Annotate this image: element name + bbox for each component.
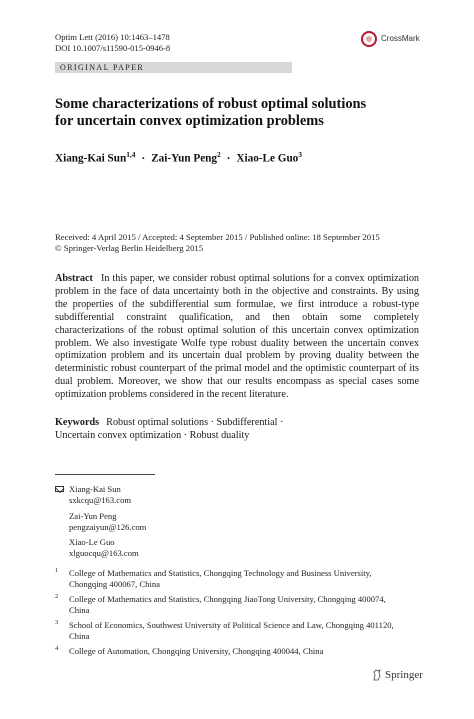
contact-name: Zai-Yun Peng xyxy=(69,511,117,521)
paper-title xyxy=(55,96,425,130)
keywords-label: Keywords xyxy=(55,417,100,428)
author-name: Xiang-Kai Sun xyxy=(55,152,127,165)
copyright-notice: © Springer-Verlag Berlin Heidelberg 2015 xyxy=(55,243,204,254)
affiliation-number: 3 xyxy=(55,619,59,626)
author-affiliation-ref: 2 xyxy=(216,150,221,159)
springer-horse-icon xyxy=(372,669,382,681)
abstract-text: In this paper, we consider robust optimal solutions for a convex optimization problem in the face of data uncertainty both in the objective and constraints. By using the properties of the subdifferential sum formulae, we first introduce a robust-type subdifferential constraint qualification, and then obtain some completely characterizations of the robust optimal solution of this uncertain convex optimization problem. We also investigate Wolfe type robust duality between the uncertain convex optimization problem and its uncertain dual problem by proving duality between the deterministic robust counterpart of the primal model and the optimistic counterpart of its dual problem. Moreover, we show that our results encompass as special cases some optimization problems considered in the recent literature. xyxy=(55,273,420,401)
keywords-line: Robust optimal solutions · Subdifferential · xyxy=(106,417,284,428)
affiliation xyxy=(55,568,425,592)
envelope-icon xyxy=(55,486,64,492)
keywords-line: Uncertain convex optimization · Robust duality xyxy=(55,429,250,441)
abstract xyxy=(55,273,419,402)
contact-name: Xiao-Le Guo xyxy=(69,537,115,547)
contact-entry xyxy=(69,484,131,506)
footnote-divider xyxy=(55,474,155,475)
contact-entry xyxy=(69,511,146,533)
affiliation-number: 2 xyxy=(55,593,59,600)
contact-email[interactable]: xlguocqu@163.com xyxy=(69,548,139,558)
affiliation-line: College of Automation, Chongqing University, Chongqing 400044, China xyxy=(69,646,324,656)
publication-history xyxy=(55,232,425,254)
crossmark-icon xyxy=(361,31,377,47)
journal-citation-block xyxy=(55,32,170,54)
author-affiliation-ref: 3 xyxy=(298,150,302,159)
publisher-logo xyxy=(372,669,432,685)
abstract-label: Abstract xyxy=(55,273,93,284)
affiliation-number: 4 xyxy=(55,645,59,652)
contact-block xyxy=(55,484,355,564)
affiliation-line: China xyxy=(69,631,90,641)
contact-name: Xiang-Kai Sun xyxy=(69,484,121,494)
author-separator: · xyxy=(226,152,231,165)
history-dates: Received: 4 April 2015 / Accepted: 4 September 2015 / Published online: 18 September 2015 xyxy=(55,232,380,242)
author-name: Zai-Yun Peng xyxy=(151,152,217,165)
journal-doi: DOI 10.1007/s11590-015-0946-8 xyxy=(55,43,171,53)
author-name: Xiao-Le Guo xyxy=(236,152,299,165)
journal-citation: Optim Lett (2016) 10:1463–1478 xyxy=(55,32,170,42)
affiliation xyxy=(55,620,425,644)
author-affiliation-ref: 1,4 xyxy=(126,150,136,159)
affiliation xyxy=(55,594,425,618)
author-separator: · xyxy=(141,152,146,165)
affiliation-line: China xyxy=(69,605,90,615)
contact-entry xyxy=(69,537,139,559)
title-line: Some characterizations of robust optimal solutions xyxy=(55,96,367,112)
keywords xyxy=(55,417,419,443)
affiliation-line: School of Economics, Southwest University of Political Science and Law, Chongqing 401120, xyxy=(69,620,394,630)
crossmark-badge[interactable] xyxy=(361,29,441,53)
title-line: for uncertain convex optimization problems xyxy=(55,113,324,129)
section-label: ORIGINAL PAPER xyxy=(55,62,292,73)
author-list xyxy=(55,150,302,165)
affiliation-line: College of Mathematics and Statistics, Chongqing JiaoTong University, Chongqing 400074, xyxy=(69,594,386,604)
publisher-name: Springer xyxy=(385,669,423,681)
affiliation-line: Chongqing 400067, China xyxy=(69,579,160,589)
affiliation-line: College of Mathematics and Statistics, Chongqing Technology and Business University, xyxy=(69,568,372,578)
crossmark-label: CrossMark xyxy=(381,34,420,43)
affiliation xyxy=(55,646,425,660)
contact-email[interactable]: sxkcqu@163.com xyxy=(69,495,132,505)
contact-email[interactable]: pengzaiyun@126.com xyxy=(69,522,147,532)
affiliation-number: 1 xyxy=(55,567,59,574)
